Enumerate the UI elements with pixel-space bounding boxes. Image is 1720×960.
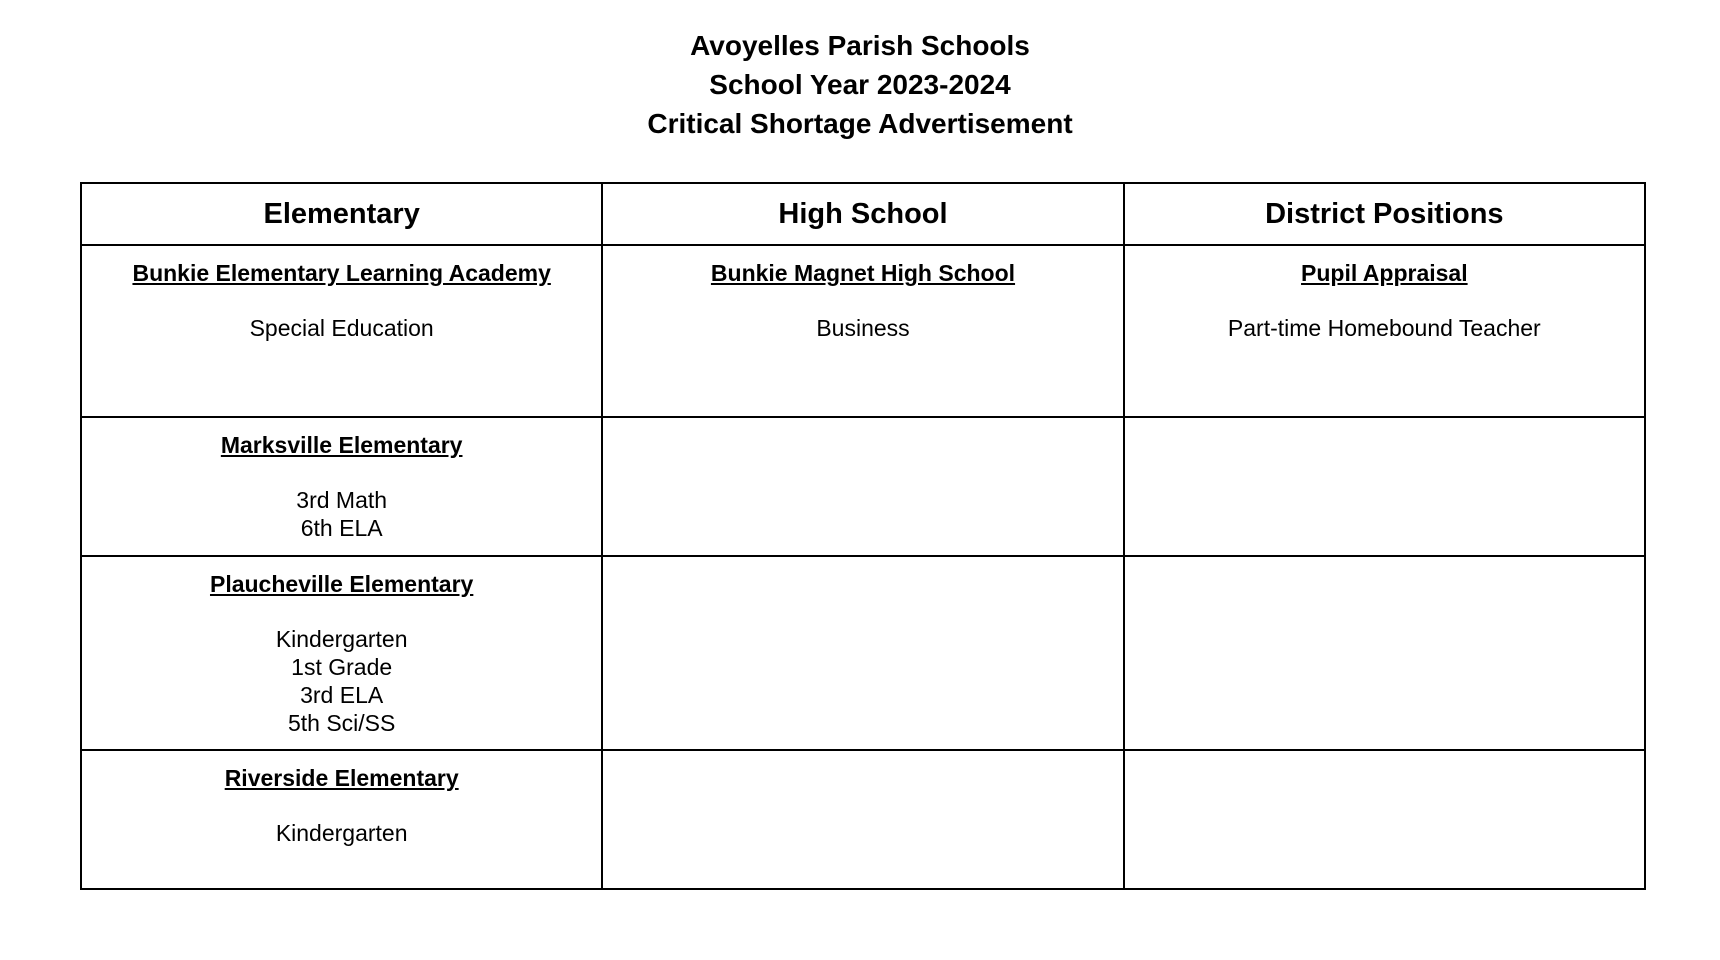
column-header-district-positions: District Positions [1124,183,1645,245]
title-school-year: School Year 2023-2024 [709,69,1011,100]
district-cell [1124,245,1645,417]
district-cell-empty [1124,750,1645,889]
shortage-table [80,182,1646,890]
document-title [0,26,1720,143]
high-school-cell-empty [602,750,1123,889]
position-item: Part-time Homebound Teacher [1227,315,1541,341]
position-item: Special Education [249,315,434,341]
column-header-high-school: High School [602,183,1123,245]
elementary-cell [81,556,602,750]
school-name: Riverside Elementary [224,765,459,791]
table-header-row [81,183,1645,245]
table-row [81,750,1645,889]
table-row [81,556,1645,750]
position-item: 6th ELA [300,515,383,541]
position-item: 3rd Math [296,487,388,513]
school-name: Plaucheville Elementary [209,571,474,597]
school-name: Marksville Elementary [220,432,463,458]
position-item: 1st Grade [291,654,393,680]
district-cell-empty [1124,556,1645,750]
elementary-cell [81,417,602,556]
high-school-cell [602,245,1123,417]
department-name: Pupil Appraisal [1301,260,1468,286]
position-item: Business [816,315,910,341]
high-school-cell-empty [602,417,1123,556]
district-cell-empty [1124,417,1645,556]
position-item: Kindergarten [275,820,408,846]
title-advertisement: Critical Shortage Advertisement [647,108,1073,139]
elementary-cell [81,245,602,417]
table-row [81,417,1645,556]
position-item: 3rd ELA [300,682,384,708]
title-district: Avoyelles Parish Schools [690,30,1030,61]
school-name: Bunkie Magnet High School [710,260,1016,286]
elementary-cell [81,750,602,889]
school-name: Bunkie Elementary Learning Academy [132,260,551,286]
table-row [81,245,1645,417]
column-header-elementary: Elementary [81,183,602,245]
high-school-cell-empty [602,556,1123,750]
position-item: 5th Sci/SS [287,710,396,736]
position-item: Kindergarten [275,626,408,652]
